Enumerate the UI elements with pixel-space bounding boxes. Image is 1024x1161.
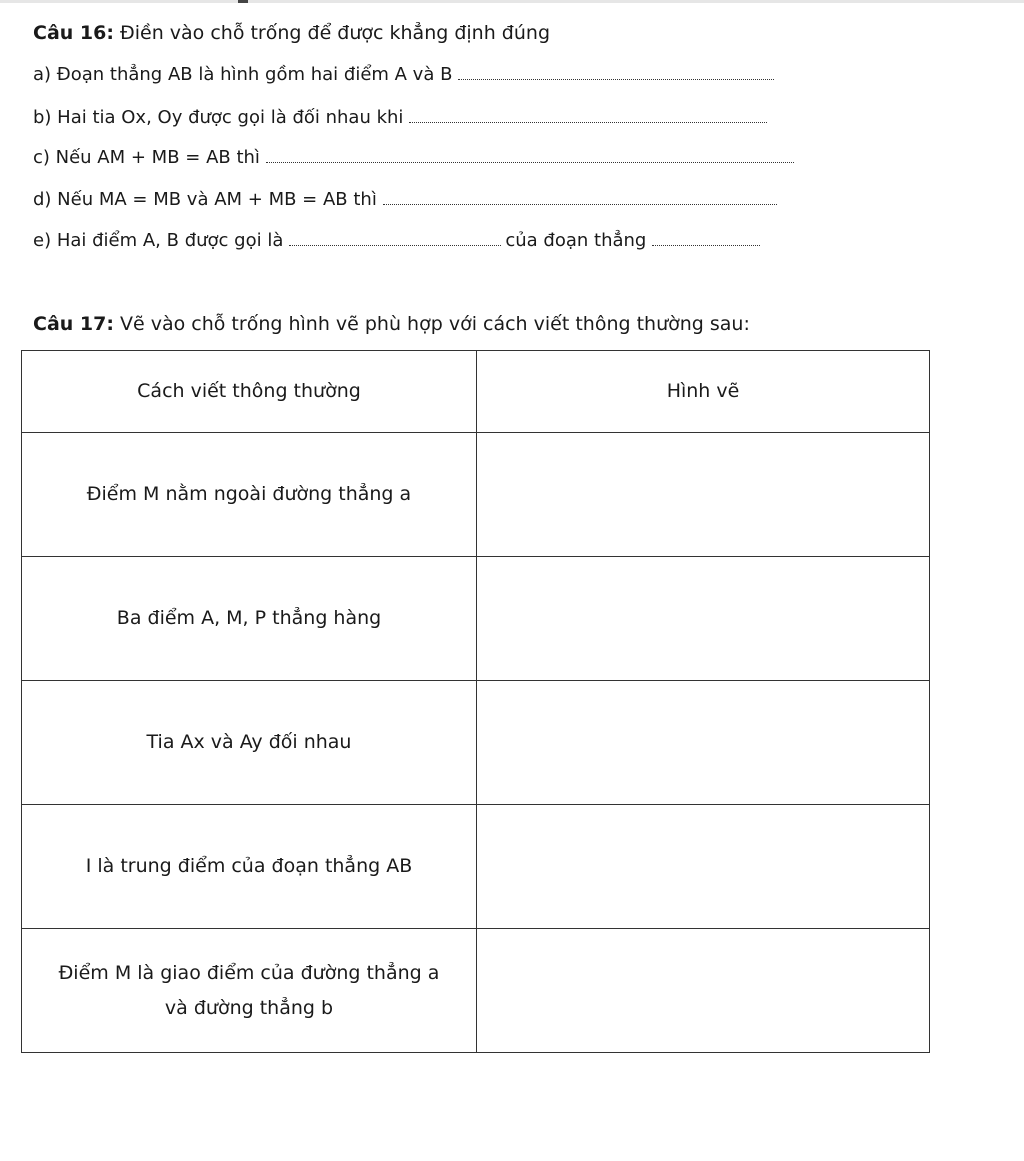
table-row	[22, 805, 930, 929]
page-top-edge	[0, 0, 1024, 3]
page-top-mark	[238, 0, 248, 3]
q16-item-e	[33, 230, 764, 251]
row-description-line1: Tia Ax và Ay đối nhau	[146, 731, 352, 754]
q16-prompt: Điền vào chỗ trống để được khẳng định đúng	[120, 22, 551, 44]
row-description-line1: I là trung điểm của đoạn thẳng AB	[85, 855, 413, 878]
q16-item-a	[33, 64, 778, 85]
blank-d[interactable]	[383, 203, 777, 205]
q16-label: Câu 16:	[33, 22, 114, 44]
table-header-description: Cách viết thông thường	[22, 351, 477, 433]
q16-item-a-text: a) Đoạn thẳng AB là hình gồm hai điểm A và B	[33, 64, 453, 85]
table-row	[22, 681, 930, 805]
row-description	[22, 929, 477, 1053]
blank-e1[interactable]	[289, 244, 501, 246]
q16-item-c	[33, 147, 798, 168]
q16-item-d	[33, 189, 781, 210]
table-header-drawing: Hình vẽ	[477, 351, 930, 433]
row-description-line1: Ba điểm A, M, P thẳng hàng	[116, 607, 382, 630]
row-description	[22, 433, 477, 557]
q16-item-b-text: b) Hai tia Ox, Oy được gọi là đối nhau khi	[33, 107, 404, 128]
q17-label: Câu 17:	[33, 313, 114, 335]
q17-title	[33, 313, 750, 335]
q16-item-d-text: d) Nếu MA = MB và AM + MB = AB thì	[33, 189, 377, 210]
drawing-table	[21, 350, 930, 1053]
drawing-cell[interactable]	[477, 433, 930, 557]
row-description	[22, 805, 477, 929]
drawing-cell[interactable]	[477, 557, 930, 681]
drawing-cell[interactable]	[477, 929, 930, 1053]
table-row	[22, 929, 930, 1053]
q17-prompt: Vẽ vào chỗ trống hình vẽ phù hợp với cách viết thông thường sau:	[120, 313, 750, 335]
blank-a[interactable]	[458, 78, 774, 80]
drawing-cell[interactable]	[477, 681, 930, 805]
row-description	[22, 557, 477, 681]
row-description	[22, 681, 477, 805]
q16-item-e-text: e) Hai điểm A, B được gọi là	[33, 230, 284, 251]
table-header-row	[22, 351, 930, 433]
table-row	[22, 557, 930, 681]
blank-b[interactable]	[409, 121, 767, 123]
drawing-cell[interactable]	[477, 805, 930, 929]
blank-c[interactable]	[266, 161, 794, 163]
table-row	[22, 433, 930, 557]
row-description-line2: và đường thẳng b	[164, 996, 334, 1019]
q16-item-e-middle: của đoạn thẳng	[505, 230, 647, 251]
row-description-line1: Điểm M nằm ngoài đường thẳng a	[86, 483, 412, 506]
row-description-line1: Điểm M là giao điểm của đường thẳng a	[58, 962, 440, 985]
blank-e2[interactable]	[652, 244, 760, 246]
q16-title	[33, 22, 550, 44]
q16-item-b	[33, 107, 771, 128]
q16-item-c-text: c) Nếu AM + MB = AB thì	[33, 147, 260, 168]
